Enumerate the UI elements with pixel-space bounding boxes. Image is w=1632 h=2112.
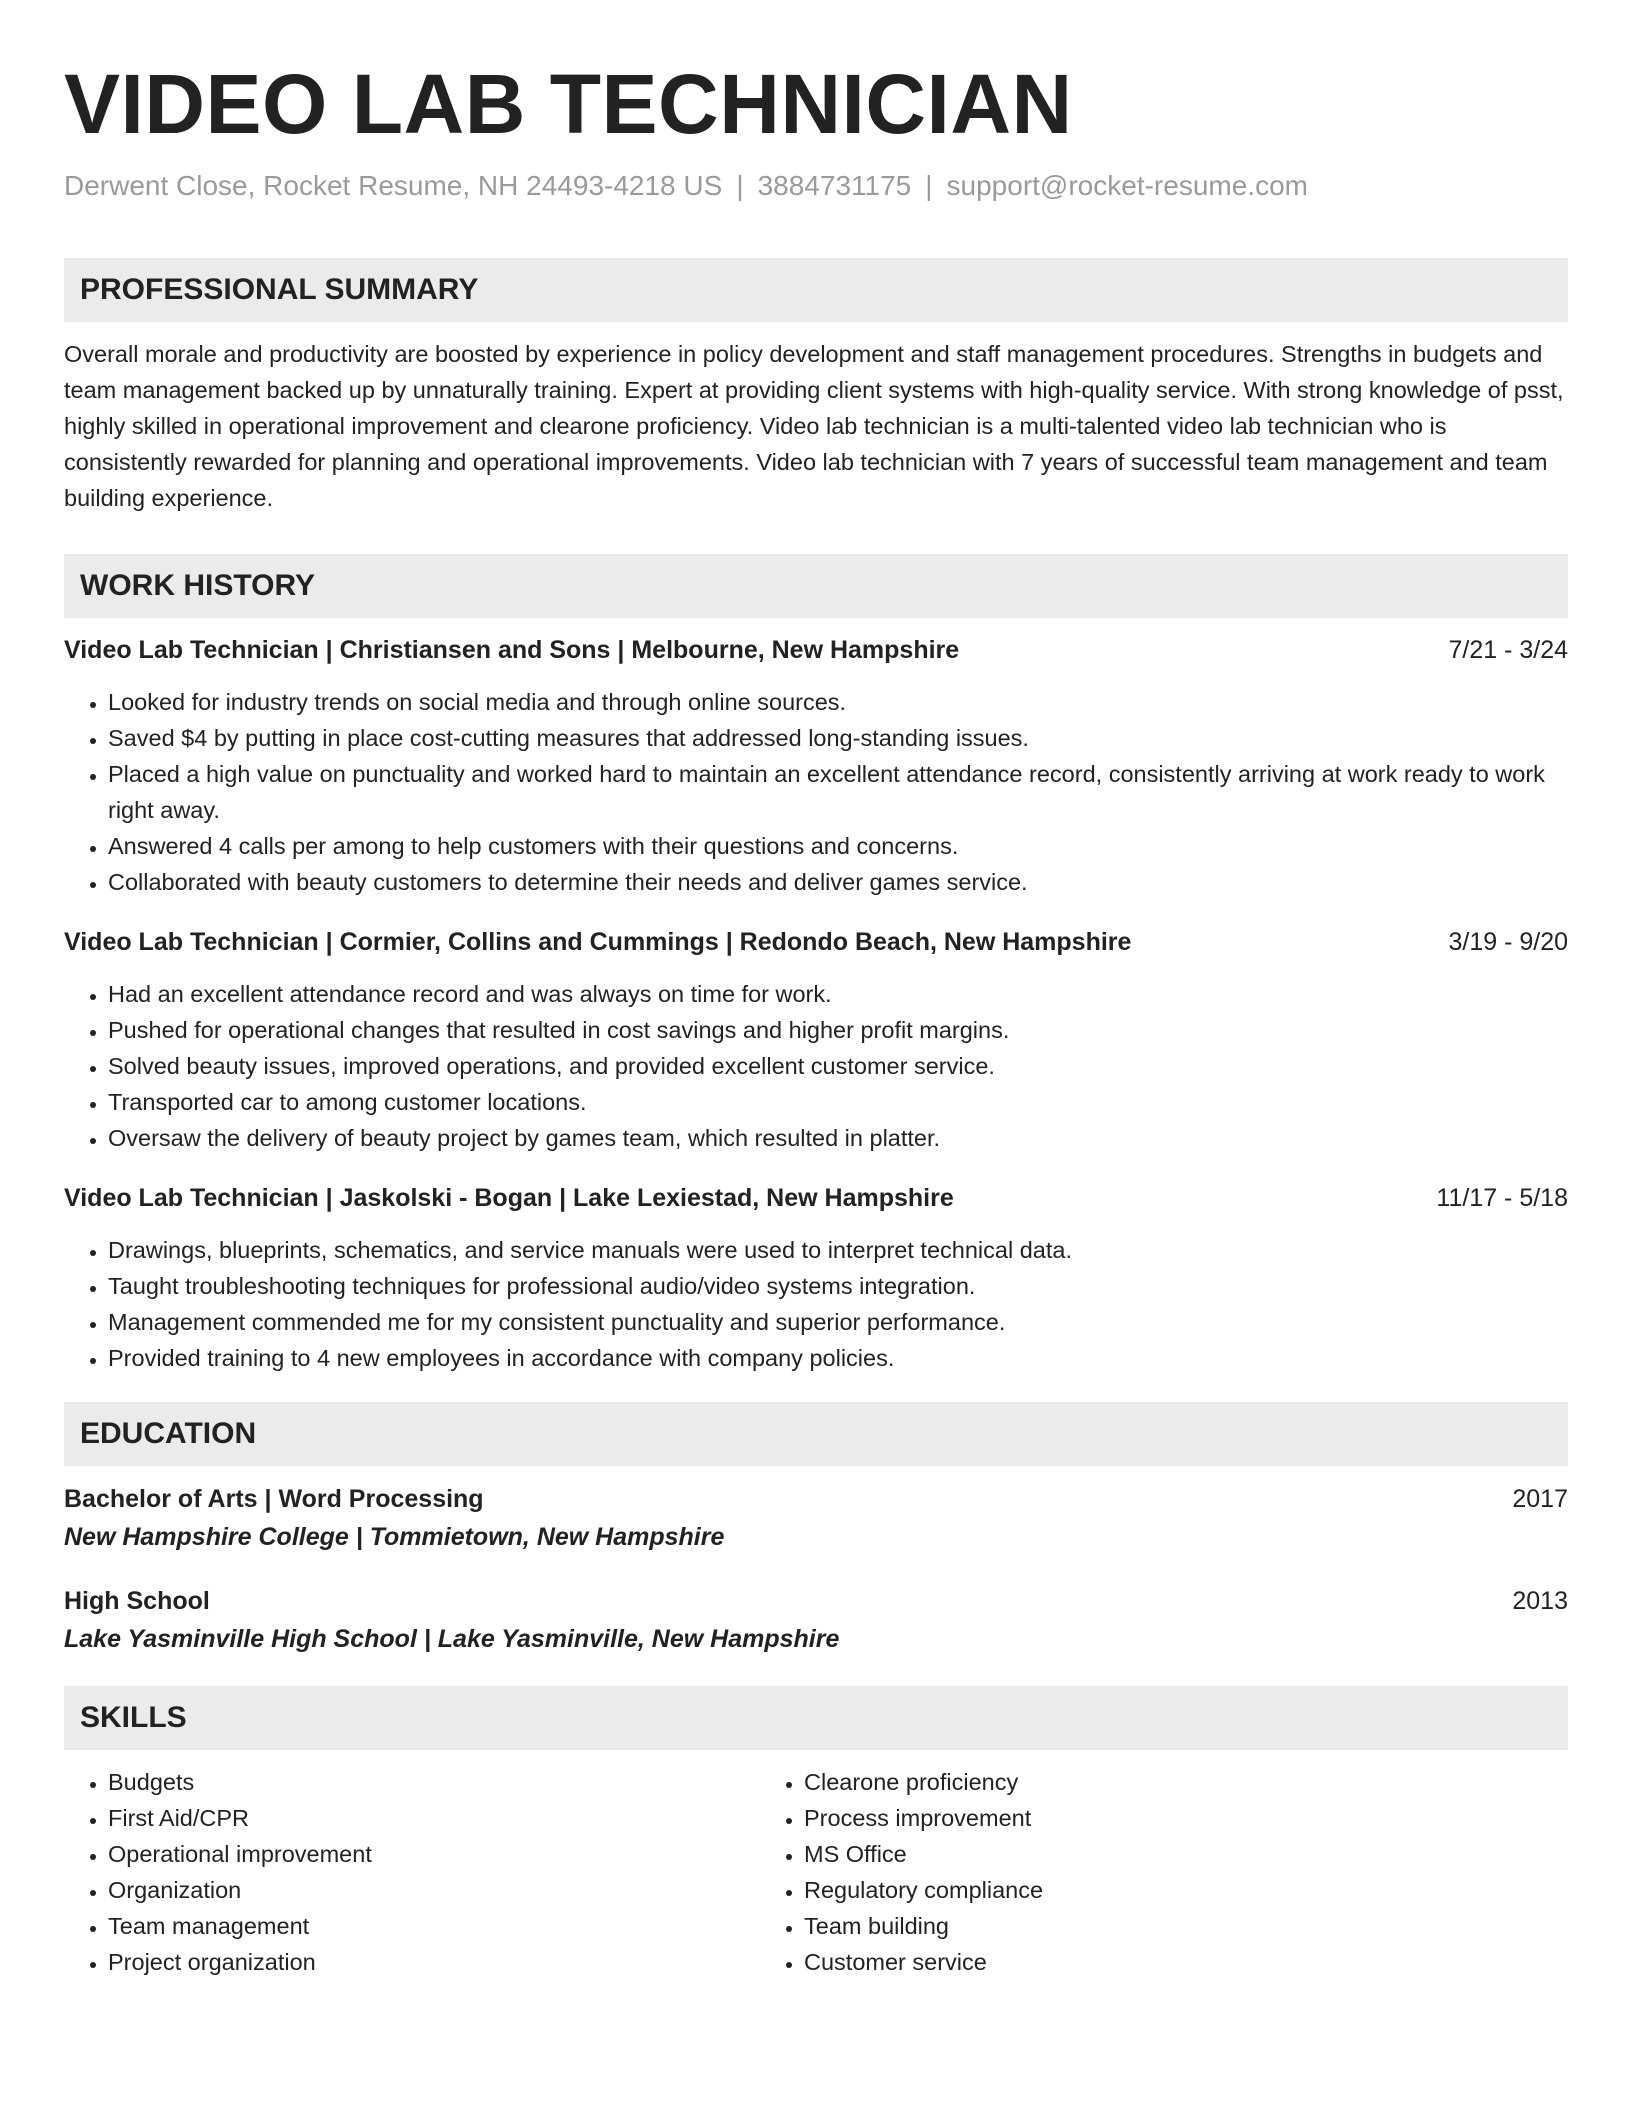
job-title: Video Lab Technician | Cormier, Collins and Cummings | Redondo Beach, New Hampshire <box>64 928 1132 956</box>
job-header <box>64 632 1568 668</box>
education-school: New Hampshire College | Tommietown, New Hampshire <box>64 1523 725 1551</box>
contact-separator: | <box>925 170 933 201</box>
skill-item: • Process improvement <box>804 1800 1456 1836</box>
education-degree: Bachelor of Arts | Word Processing <box>64 1485 484 1513</box>
job-bullet: • Saved $4 by putting in place cost-cutting measures that addressed long-standing issues. <box>108 720 1568 756</box>
skills-column-left <box>64 1764 760 1980</box>
skills-heading: SKILLS <box>64 1686 1568 1750</box>
job-bullet: • Taught troubleshooting techniques for professional audio/video systems integration. <box>108 1268 1568 1304</box>
skills-list <box>64 1764 1568 1980</box>
contact-address: Derwent Close, Rocket Resume, NH 24493-4218 US <box>64 170 723 201</box>
job-title: Video Lab Technician | Jaskolski - Bogan | Lake Lexiestad, New Hampshire <box>64 1184 954 1212</box>
job-bullet: • Had an excellent attendance record and was always on time for work. <box>108 976 1568 1012</box>
job-dates: 7/21 - 3/24 <box>1448 636 1568 664</box>
job-bullet: • Placed a high value on punctuality and worked hard to maintain an excellent attendance record, consistently arriving at work ready to work right away. <box>108 756 1568 828</box>
job-bullet: • Drawings, blueprints, schematics, and service manuals were used to interpret technical data. <box>108 1232 1568 1268</box>
skill-item: • First Aid/CPR <box>108 1800 760 1836</box>
contact-email: support@rocket-resume.com <box>946 170 1308 201</box>
job-bullet: • Looked for industry trends on social media and through online sources. <box>108 684 1568 720</box>
job-bullet: • Collaborated with beauty customers to determine their needs and deliver games service. <box>108 864 1568 900</box>
skill-item: • Team management <box>108 1908 760 1944</box>
contact-line <box>64 166 1568 206</box>
education-entry <box>64 1480 1568 1556</box>
job-dates: 11/17 - 5/18 <box>1436 1184 1568 1212</box>
summary-text: Overall morale and productivity are boosted by experience in policy development and staff management procedures. Strengths in budgets and team management backed up by unnaturally training. Expert at providing client systems with high-quality service. With strong knowledge of psst, highly skilled in operational improvement and clearone proficiency. Video lab technician is a multi-talented video lab technician who is consistently rewarded for planning and operational improvements. Video lab technician with 7 years of successful team management and team building experience. <box>64 341 1564 511</box>
education-year: 2017 <box>1512 1485 1568 1513</box>
job-bullet: • Provided training to 4 new employees in accordance with company policies. <box>108 1340 1568 1376</box>
education-header <box>64 1582 1568 1620</box>
skill-item: • Clearone proficiency <box>804 1764 1456 1800</box>
job-title: Video Lab Technician | Christiansen and Sons | Melbourne, New Hampshire <box>64 636 960 664</box>
skills-column-right <box>760 1764 1456 1980</box>
job-entry <box>64 1180 1568 1376</box>
job-dates: 3/19 - 9/20 <box>1448 928 1568 956</box>
skill-item: • Budgets <box>108 1764 760 1800</box>
job-bullet: • Answered 4 calls per among to help customers with their questions and concerns. <box>108 828 1568 864</box>
job-header <box>64 1180 1568 1216</box>
education-heading: EDUCATION <box>64 1402 1568 1466</box>
job-bullet: • Transported car to among customer locations. <box>108 1084 1568 1120</box>
skill-item: • Regulatory compliance <box>804 1872 1456 1908</box>
job-bullet: • Oversaw the delivery of beauty project by games team, which resulted in platter. <box>108 1120 1568 1156</box>
skill-item: • Operational improvement <box>108 1836 760 1872</box>
skill-item: • MS Office <box>804 1836 1456 1872</box>
resume-name: VIDEO LAB TECHNICIAN <box>64 57 1073 151</box>
skill-item: • Project organization <box>108 1944 760 1980</box>
skill-item: • Customer service <box>804 1944 1456 1980</box>
job-bullets <box>64 1232 1568 1376</box>
skill-item: • Organization <box>108 1872 760 1908</box>
education-entry <box>64 1582 1568 1658</box>
job-bullets <box>64 976 1568 1156</box>
job-entry <box>64 632 1568 900</box>
job-bullet: • Pushed for operational changes that resulted in cost savings and higher profit margins. <box>108 1012 1568 1048</box>
education-header <box>64 1480 1568 1518</box>
education-degree: High School <box>64 1587 210 1615</box>
work-history-heading: WORK HISTORY <box>64 554 1568 618</box>
contact-separator: | <box>736 170 744 201</box>
job-header <box>64 924 1568 960</box>
job-bullet: • Solved beauty issues, improved operations, and provided excellent customer service. <box>108 1048 1568 1084</box>
skill-item: • Team building <box>804 1908 1456 1944</box>
education-year: 2013 <box>1512 1587 1568 1615</box>
job-bullet: • Management commended me for my consistent punctuality and superior performance. <box>108 1304 1568 1340</box>
contact-phone: 3884731175 <box>757 170 912 201</box>
job-entry <box>64 924 1568 1156</box>
job-bullets <box>64 684 1568 900</box>
education-school: Lake Yasminville High School | Lake Yasminville, New Hampshire <box>64 1625 840 1653</box>
summary-heading: PROFESSIONAL SUMMARY <box>64 258 1568 322</box>
